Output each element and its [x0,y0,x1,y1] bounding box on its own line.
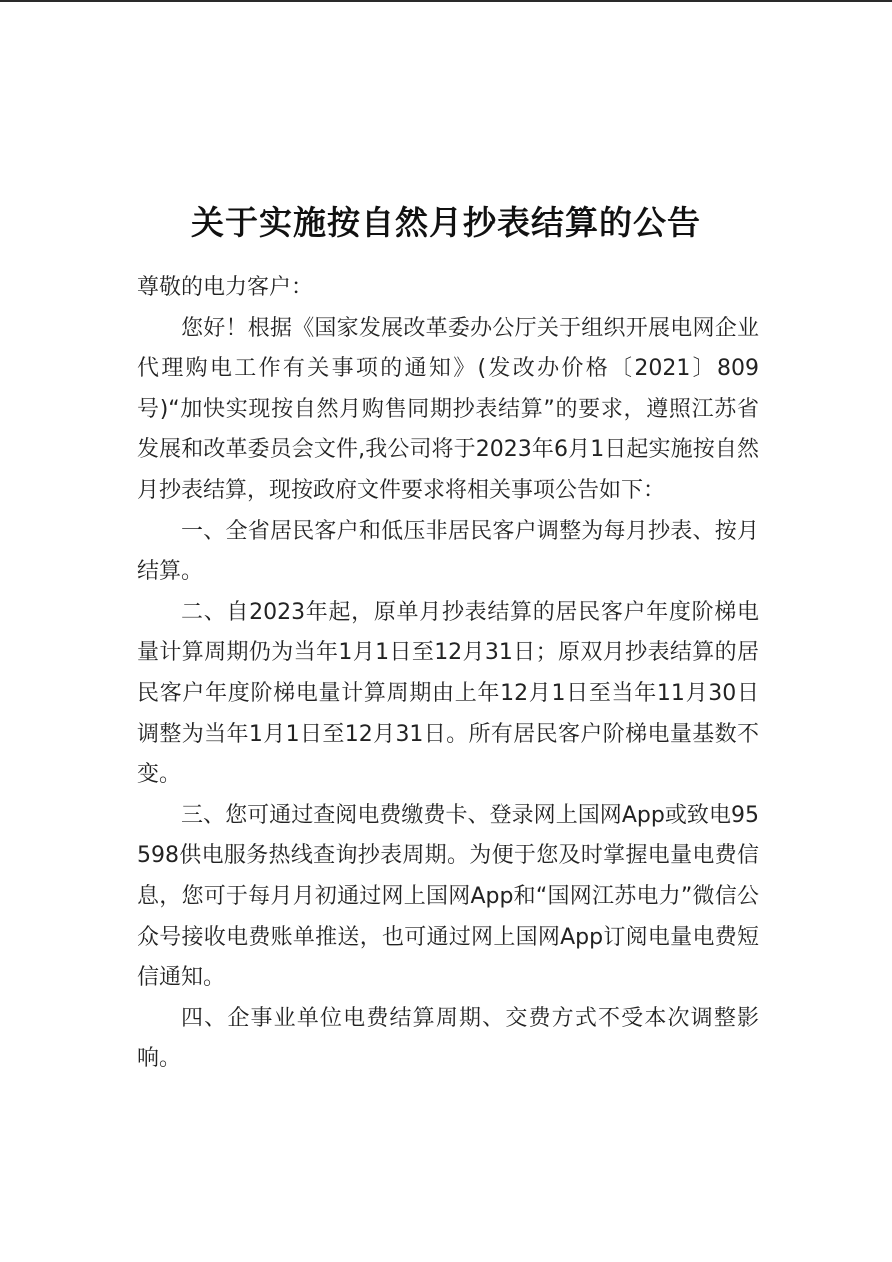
announcement-body [137,268,759,1080]
item-one-paragraph: 一、全省居民客户和低压非居民客户调整为每月抄表、按月结算。 [137,518,759,585]
announcement-title: 关于实施按自然月抄表结算的公告 [191,203,701,243]
intro-paragraph: 您好！根据《国家发展改革委办公厅关于组织开展电网企业代理购电工作有关事项的通知》(发改办价格〔2021〕809号)“加快实现按自然月购售同期抄表结算”的要求，遵照江苏省发展和改革委员会文件,我公司将于2023年6月1日起实施按自然月抄表结算，现按政府文件要求将相关事项公告如下： [137,315,759,503]
item-three-paragraph: 三、您可通过查阅电费缴费卡、登录网上国网App或致电95598供电服务热线查询抄表周期。为便于您及时掌握电量电费信息，您可于每月月初通过网上国网App和“国网江苏电力”微信公众号接收电费账单推送，也可通过网上国网App订阅电量电费短信通知。 [137,802,759,991]
salutation: 尊敬的电力客户： [137,275,314,300]
top-border-line [0,0,892,2]
item-two-paragraph: 二、自2023年起，原单月抄表结算的居民客户年度阶梯电量计算周期仍为当年1月1日至12月31日；原双月抄表结算的居民客户年度阶梯电量计算周期由上年12月1日至当年11月30日调整为当年1月1日至12月31日。所有居民客户阶梯电量基数不变。 [137,599,759,788]
item-four-paragraph: 四、企事业单位电费结算周期、交费方式不受本次调整影响。 [137,1005,759,1072]
